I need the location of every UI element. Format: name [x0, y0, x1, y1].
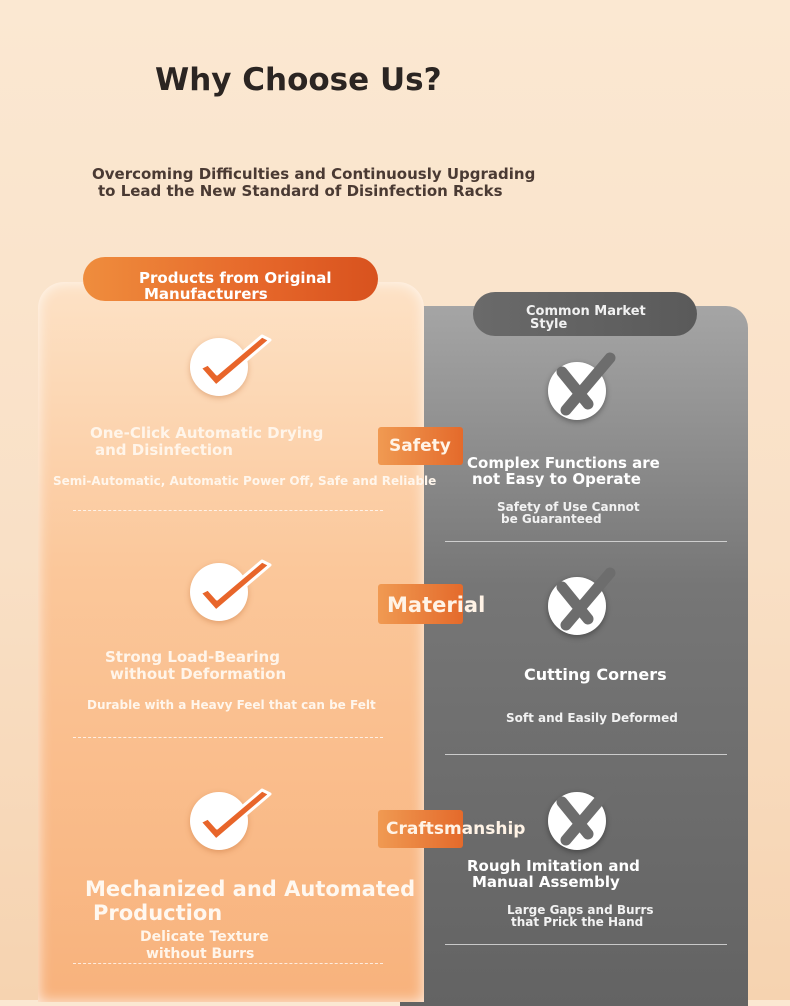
left-row-1-title	[90, 425, 323, 459]
common-market-tag	[473, 292, 697, 336]
x-icon	[548, 792, 606, 850]
left-row-3-desc-line-2: without Burrs	[146, 946, 255, 962]
right-divider	[445, 944, 727, 945]
material-badge: Material	[378, 584, 463, 624]
right-row-1-title	[467, 455, 660, 487]
left-divider	[73, 963, 383, 964]
left-row-3-title	[85, 877, 415, 925]
original-tag-line-2: Manufacturers	[144, 285, 268, 303]
original-tag-line-1: Products from Original	[139, 269, 332, 287]
right-row-2-title: Cutting Corners	[524, 665, 667, 684]
check-icon	[190, 792, 248, 850]
craftsmanship-badge: Craftsmanship	[378, 810, 463, 848]
left-row-3-desc	[140, 929, 269, 963]
common-market-tag-line-1: Common Market	[526, 304, 646, 319]
right-divider	[445, 541, 727, 542]
left-row-1-title-line-1: One-Click Automatic Drying	[90, 424, 324, 442]
page-subtitle	[92, 166, 535, 200]
right-row-3-title	[467, 858, 640, 890]
left-row-3-title-line-2: Production	[93, 901, 223, 925]
right-row-1-desc-line-2: be Guaranteed	[501, 512, 602, 526]
left-row-1-desc: Semi-Automatic, Automatic Power Off, Safe and Reliable	[53, 474, 437, 488]
subtitle-line-1: Overcoming Difficulties and Continuously Upgrading	[92, 165, 536, 183]
left-row-2-title-line-2: without Deformation	[110, 665, 287, 683]
common-market-tag-line-2: Style	[530, 317, 568, 332]
x-icon	[548, 577, 606, 635]
left-row-2-title-line-1: Strong Load-Bearing	[105, 648, 280, 666]
left-row-2-desc: Durable with a Heavy Feel that can be Felt	[87, 698, 376, 712]
right-row-2-desc: Soft and Easily Deformed	[506, 711, 678, 725]
right-divider	[445, 754, 727, 755]
right-row-3-desc	[507, 904, 654, 928]
right-row-1-title-line-2: not Easy to Operate	[472, 470, 641, 488]
right-row-3-title-line-2: Manual Assembly	[472, 873, 620, 891]
left-row-2-title	[105, 649, 286, 683]
right-row-1-desc-line-1: Safety of Use Cannot	[497, 500, 640, 514]
check-icon	[190, 563, 248, 621]
left-row-3-desc-line-1: Delicate Texture	[140, 929, 269, 945]
page-title: Why Choose Us?	[155, 62, 442, 98]
left-divider	[73, 737, 383, 738]
safety-badge: Safety	[378, 427, 463, 465]
right-row-3-desc-line-2: that Prick the Hand	[511, 915, 644, 929]
right-row-1-desc	[497, 501, 640, 525]
x-icon	[548, 362, 606, 420]
subtitle-line-2: to Lead the New Standard of Disinfection Racks	[98, 182, 503, 200]
right-row-3-title-line-1: Rough Imitation and	[467, 857, 640, 875]
original-manufacturer-tag	[83, 257, 378, 301]
left-row-1-title-line-2: and Disinfection	[95, 441, 233, 459]
left-row-3-title-line-1: Mechanized and Automated	[85, 877, 416, 901]
check-icon	[190, 338, 248, 396]
right-row-3-desc-line-1: Large Gaps and Burrs	[507, 903, 654, 917]
left-divider	[73, 510, 383, 511]
right-row-1-title-line-1: Complex Functions are	[467, 454, 660, 472]
